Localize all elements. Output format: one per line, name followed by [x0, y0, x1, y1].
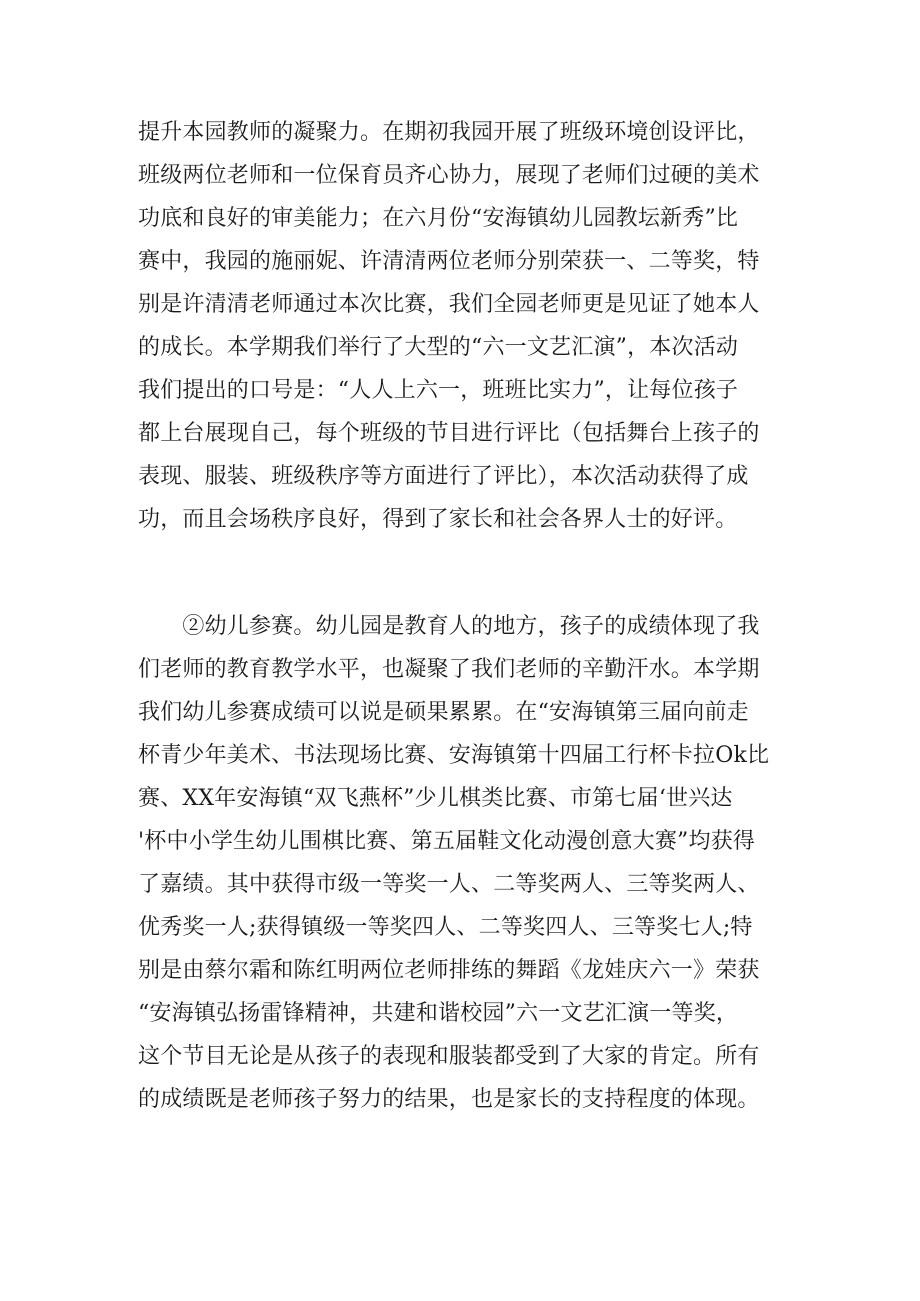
- text-line: 都上台展现自己，每个班级的节目进行评比（包括舞台上孩子的: [138, 421, 760, 446]
- text-line: 了嘉绩。其中获得市级一等奖一人、二等奖两人、三等奖两人、: [138, 872, 760, 897]
- text-line: ②幼儿参赛。幼儿园是教育人的地方，孩子的成绩体现了我: [138, 614, 760, 639]
- text-line: 班级两位老师和一位保育员齐心协力，展现了老师们过硬的美术: [138, 163, 760, 188]
- text-line: 别是许清清老师通过本次比赛，我们全园老师更是见证了她本人: [138, 292, 760, 317]
- text-line: 功，而且会场秩序良好，得到了家长和社会各界人士的好评。: [138, 507, 738, 532]
- paragraph-children-competitions: [138, 605, 769, 1121]
- text-line: 我们提出的口号是：“人人上六一，班班比实力”，让每位孩子: [138, 378, 739, 403]
- text-line: '杯中小学生幼儿围棋比赛、第五届鞋文化动漫创意大赛”均获得: [138, 829, 756, 854]
- text-line: 赛、XX年安海镇“双飞燕杯”少儿棋类比赛、市第七届‘世兴达: [138, 786, 733, 811]
- text-line: 优秀奖一人;获得镇级一等奖四人、二等奖四人、三等奖七人;特: [138, 915, 753, 940]
- text-line: 杯青少年美术、书法现场比赛、安海镇第十四届工行杯卡拉Ok比: [138, 743, 770, 768]
- text-line: 我们幼儿参赛成绩可以说是硕果累累。在“安海镇第三届向前走: [138, 700, 749, 725]
- text-line: “安海镇弘扬雷锋精神，共建和谐校园”六一文艺汇演一等奖，: [138, 1001, 739, 1026]
- text-line: 别是由蔡尔霜和陈红明两位老师排练的舞蹈《龙娃庆六一》荣获: [138, 958, 760, 983]
- text-line: 赛中，我园的施丽妮、许清清两位老师分别荣获一、二等奖，特: [138, 249, 760, 274]
- text-line: 们老师的教育教学水平，也凝聚了我们老师的辛勤汗水。本学期: [138, 657, 760, 682]
- text-line: 这个节目无论是从孩子的表现和服装都受到了大家的肯定。所有: [138, 1044, 760, 1069]
- paragraph-teacher-activities: [138, 111, 760, 541]
- text-line: 的成绩既是老师孩子努力的结果，也是家长的支持程度的体现。: [138, 1087, 760, 1112]
- text-line: 提升本园教师的凝聚力。在期初我园开展了班级环境创设评比，: [138, 120, 760, 145]
- text-line: 表现、服装、班级秩序等方面进行了评比），本次活动获得了成: [138, 464, 749, 489]
- text-line: 功底和良好的审美能力；在六月份“安海镇幼儿园教坛新秀”比: [138, 206, 739, 231]
- text-line: 的成长。本学期我们举行了大型的“六一文艺汇演”，本次活动: [138, 335, 739, 360]
